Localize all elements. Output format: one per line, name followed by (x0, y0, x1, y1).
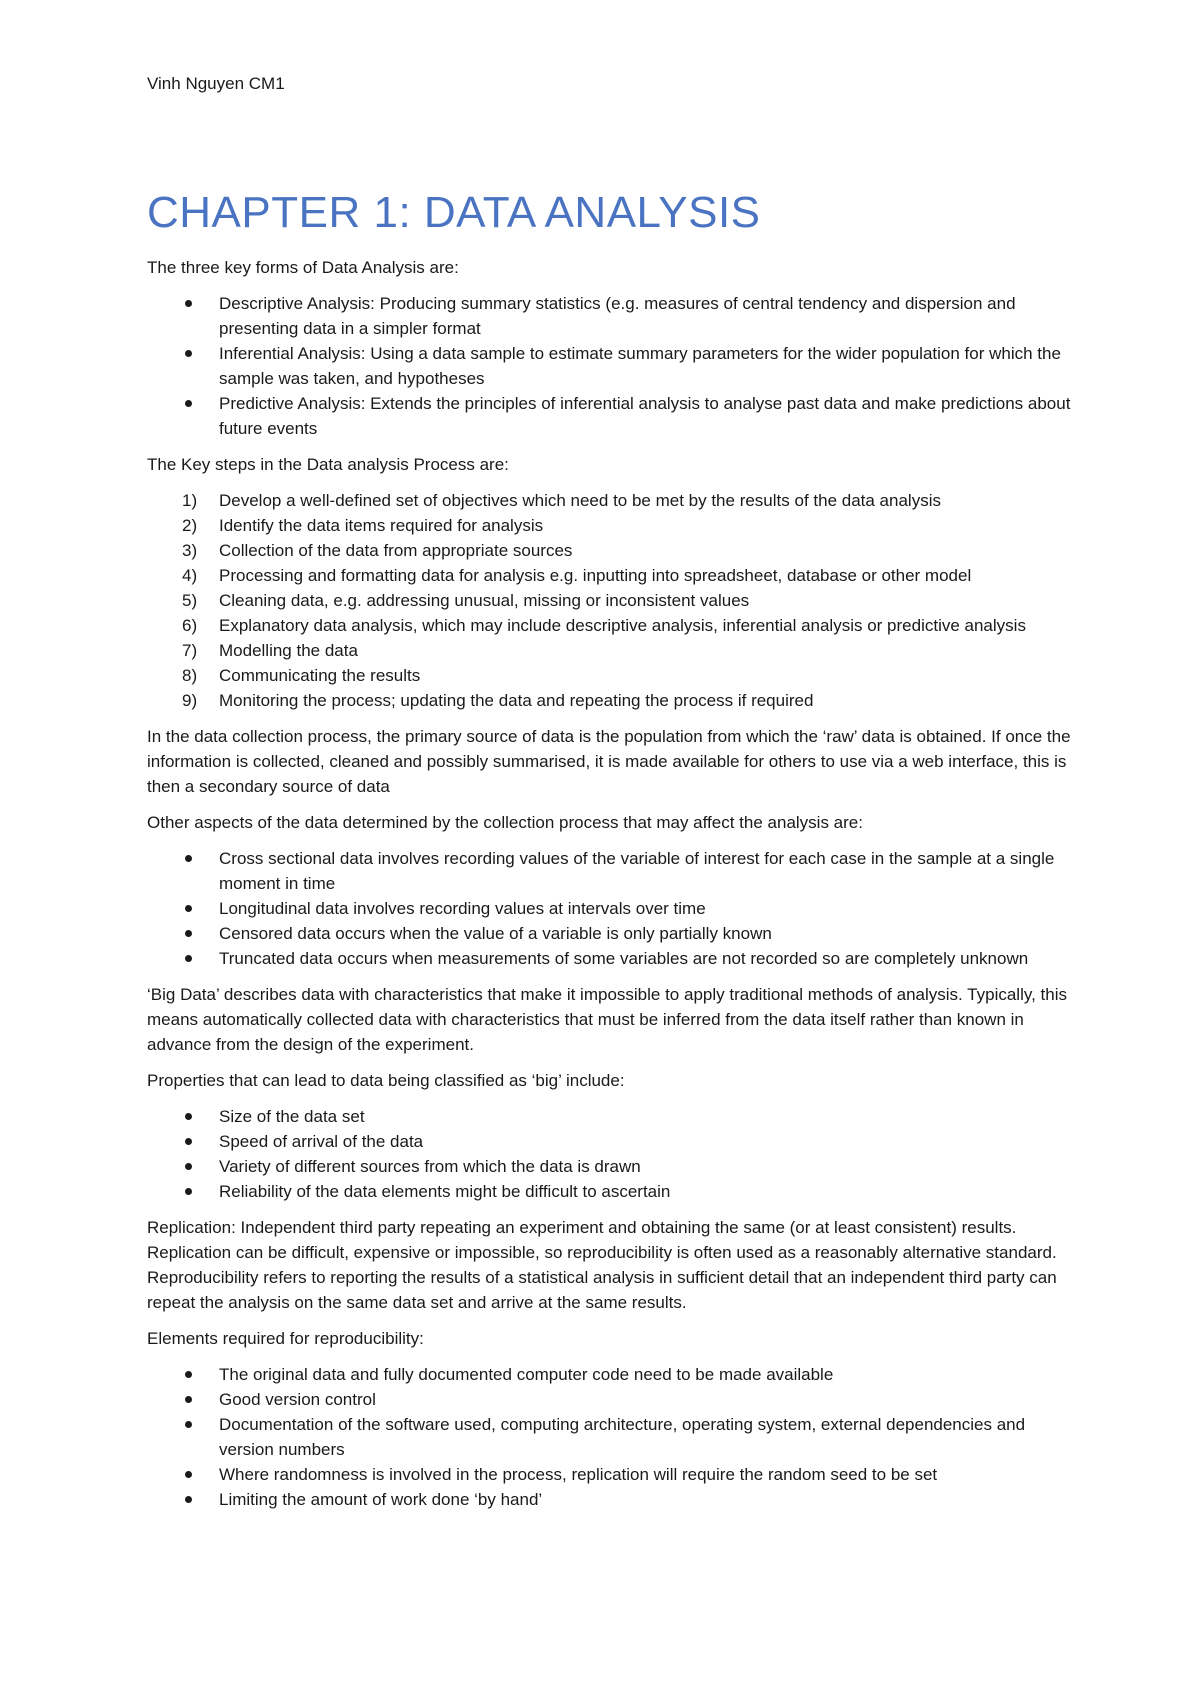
bullet-icon (185, 400, 192, 407)
forms-list (147, 291, 1080, 441)
list-item-text: Good version control (219, 1390, 376, 1409)
list-item (147, 1387, 1080, 1412)
step-text: Collection of the data from appropriate sources (219, 541, 573, 560)
step-text: Monitoring the process; updating the data and repeating the process if required (219, 691, 814, 710)
list-item (147, 1129, 1080, 1154)
list-item (147, 341, 1080, 391)
bullet-icon (185, 1138, 192, 1145)
step-item (147, 488, 1080, 513)
list-item-text: Cross sectional data involves recording values of the variable of interest for each case in the sample at a single moment in time (219, 849, 1055, 893)
bullet-icon (185, 955, 192, 962)
list-item (147, 1487, 1080, 1512)
step-item (147, 663, 1080, 688)
list-item (147, 921, 1080, 946)
list-item-text: Censored data occurs when the value of a variable is only partially known (219, 924, 772, 943)
list-item-text: Limiting the amount of work done ‘by hand’ (219, 1490, 543, 1509)
bullet-icon (185, 1471, 192, 1478)
step-number: 4) (182, 566, 198, 585)
list-item (147, 946, 1080, 971)
list-item-text: Speed of arrival of the data (219, 1132, 424, 1151)
list-item-text: Reliability of the data elements might be difficult to ascertain (219, 1182, 671, 1201)
list-item-text: Inferential Analysis: Using a data sample to estimate summary parameters for the wider population for which the sample was taken, and hypotheses (219, 344, 1061, 388)
step-text: Identify the data items required for analysis (219, 516, 544, 535)
step-item (147, 513, 1080, 538)
list-item (147, 1104, 1080, 1129)
bullet-icon (185, 1421, 192, 1428)
step-item (147, 688, 1080, 713)
steps-list (147, 488, 1080, 713)
step-number: 7) (182, 641, 198, 660)
aspects-list (147, 846, 1080, 971)
bullet-icon (185, 930, 192, 937)
bullet-icon (185, 300, 192, 307)
bullet-icon (185, 1496, 192, 1503)
step-text: Cleaning data, e.g. addressing unusual, missing or inconsistent values (219, 591, 750, 610)
step-text: Communicating the results (219, 666, 421, 685)
step-item (147, 538, 1080, 563)
intro-elements: Elements required for reproducibility: (147, 1329, 424, 1348)
elements-list (147, 1362, 1080, 1512)
step-number: 5) (182, 591, 198, 610)
step-number: 3) (182, 541, 198, 560)
intro-properties: Properties that can lead to data being classified as ‘big’ include: (147, 1071, 625, 1090)
step-text: Processing and formatting data for analysis e.g. inputting into spreadsheet, database or other model (219, 566, 972, 585)
bullet-icon (185, 1188, 192, 1195)
list-item (147, 1154, 1080, 1179)
properties-list (147, 1104, 1080, 1204)
list-item (147, 1179, 1080, 1204)
step-item (147, 613, 1080, 638)
list-item-text: Truncated data occurs when measurements of some variables are not recorded so are completely unknown (219, 949, 1029, 968)
list-item (147, 846, 1080, 896)
bullet-icon (185, 905, 192, 912)
list-item (147, 1362, 1080, 1387)
bullet-icon (185, 1113, 192, 1120)
para-bigdata: ‘Big Data’ describes data with characteristics that make it impossible to apply traditional methods of analysis. Typically, this means automatically collected data with characteristics that must be inferred from the data itself rather than known in advance from the design of the experiment. (147, 985, 1067, 1054)
intro-steps: The Key steps in the Data analysis Process are: (147, 455, 509, 474)
list-item (147, 1462, 1080, 1487)
list-item (147, 1412, 1080, 1462)
step-number: 2) (182, 516, 198, 535)
bullet-icon (185, 350, 192, 357)
list-item-text: Predictive Analysis: Extends the principles of inferential analysis to analyse past data and make predictions about future events (219, 394, 1071, 438)
bullet-icon (185, 1396, 192, 1403)
step-number: 6) (182, 616, 198, 635)
list-item-text: The original data and fully documented computer code need to be made available (219, 1365, 834, 1384)
step-text: Modelling the data (219, 641, 358, 660)
list-item-text: Longitudinal data involves recording values at intervals over time (219, 899, 706, 918)
bullet-icon (185, 855, 192, 862)
step-item (147, 588, 1080, 613)
step-number: 1) (182, 491, 198, 510)
chapter-title: CHAPTER 1: DATA ANALYSIS (147, 188, 761, 237)
list-item-text: Size of the data set (219, 1107, 365, 1126)
step-item (147, 638, 1080, 663)
list-item-text: Variety of different sources from which the data is drawn (219, 1157, 641, 1176)
step-number: 9) (182, 691, 198, 710)
step-text: Develop a well-defined set of objectives which need to be met by the results of the data analysis (219, 491, 941, 510)
intro-forms: The three key forms of Data Analysis are: (147, 258, 459, 277)
para-replication: Replication: Independent third party repeating an experiment and obtaining the same (or at least consistent) results. Replication can be difficult, expensive or impossible, so reproducibility is often used as a reasonably alternative standard. Reproducibility refers to reporting the results of a statistical analysis in sufficient detail that an independent third party can repeat the analysis on the same data set and arrive at the same results. (147, 1218, 1057, 1312)
step-number: 8) (182, 666, 198, 685)
header-author: Vinh Nguyen CM1 (147, 74, 285, 93)
list-item-text: Where randomness is involved in the process, replication will require the random seed to be set (219, 1465, 938, 1484)
list-item-text: Descriptive Analysis: Producing summary statistics (e.g. measures of central tendency and dispersion and presenting data in a simpler format (219, 294, 1016, 338)
list-item (147, 291, 1080, 341)
step-text: Explanatory data analysis, which may include descriptive analysis, inferential analysis or predictive analysis (219, 616, 1026, 635)
intro-aspects: Other aspects of the data determined by the collection process that may affect the analysis are: (147, 813, 863, 832)
list-item (147, 391, 1080, 441)
list-item-text: Documentation of the software used, computing architecture, operating system, external dependencies and version numbers (219, 1415, 1026, 1459)
list-item (147, 896, 1080, 921)
step-item (147, 563, 1080, 588)
bullet-icon (185, 1163, 192, 1170)
bullet-icon (185, 1371, 192, 1378)
para-collection: In the data collection process, the primary source of data is the population from which the ‘raw’ data is obtained. If once the information is collected, cleaned and possibly summarised, it is made available for others to use via a web interface, this is then a secondary source of data (147, 727, 1071, 796)
